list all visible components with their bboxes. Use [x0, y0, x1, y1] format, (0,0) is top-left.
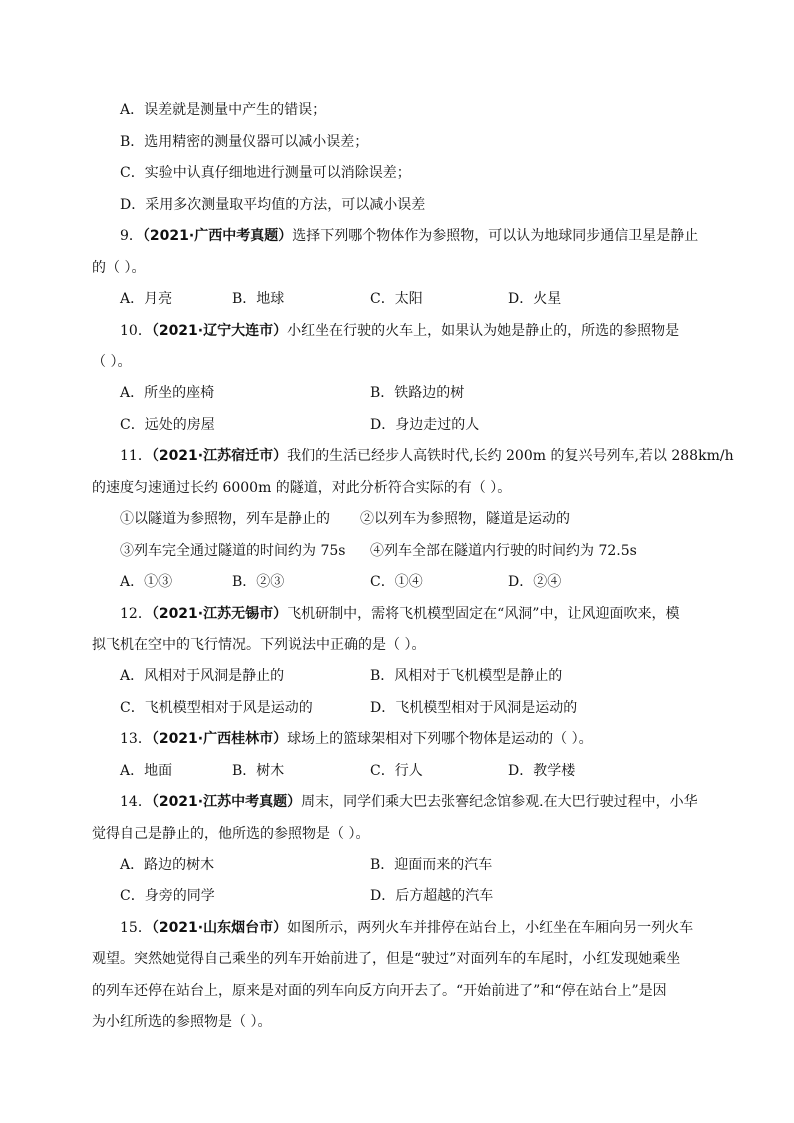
question-11-stem-cont: 的速度匀速通过长约 6000m 的隧道，对此分析符合实际的有（ ）。 — [92, 480, 512, 496]
question-15 — [120, 918, 693, 938]
q14-option-d: D．后方超越的汽车 — [370, 888, 494, 904]
question-14 — [120, 792, 698, 812]
question-source: （2021·辽宁大连市） — [151, 323, 288, 339]
question-source: （2021·广西桂林市） — [151, 731, 288, 747]
q12-option-b: B．风相对于飞机模型是静止的 — [370, 668, 563, 684]
question-10-stem-cont: （ ）。 — [92, 354, 132, 370]
q11-statement-1: ①以隧道为参照物，列车是静止的 — [120, 511, 330, 527]
question-stem: 选择下列哪个物体作为参照物，可以认为地球同步通信卫星是静止 — [292, 228, 699, 244]
question-number: 10． — [120, 323, 152, 339]
question-number: 13． — [120, 731, 152, 747]
q9-option-b: B．地球 — [232, 291, 285, 307]
question-stem: 我们的生活已经步人高铁时代,长约 200m 的复兴号列车,若以 288km/h — [287, 448, 734, 464]
question-stem: 小红坐在行驶的火车上，如果认为她是静止的，所选的参照物是 — [287, 323, 680, 339]
question-stem: 球场上的篮球架相对下列哪个物体是运动的（ ）。 — [287, 731, 593, 747]
question-10 — [120, 321, 679, 341]
question-stem: 如图所示，两列火车并排停在站台上，小红坐在车厢向另一列火车 — [287, 920, 694, 936]
question-number: 12． — [120, 606, 152, 622]
q8-option-d: D．采用多次测量取平均值的方法，可以减小误差 — [120, 197, 426, 213]
question-source: （2021·江苏中考真题） — [151, 794, 302, 810]
q12-option-d: D．飞机模型相对于风洞是运动的 — [370, 700, 578, 716]
question-12-stem-cont: 拟飞机在空中的飞行情况。下列说法中正确的是（ ）。 — [92, 637, 426, 653]
q11-option-b: B．②③ — [232, 574, 285, 590]
q11-option-d: D．②④ — [508, 574, 562, 590]
question-source: （2021·广西中考真题） — [142, 228, 293, 244]
question-stem: 飞机研制中，需将飞机模型固定在“风洞”中，让风迎面吹来，模 — [287, 606, 680, 622]
q9-option-a: A．月亮 — [120, 291, 173, 307]
q13-option-c: C．行人 — [370, 763, 423, 779]
q14-option-c: C．身旁的同学 — [120, 888, 215, 904]
question-source: （2021·江苏无锡市） — [151, 606, 288, 622]
q11-option-a: A．①③ — [120, 574, 173, 590]
q11-statement-2: ②以列车为参照物，隧道是运动的 — [360, 511, 570, 527]
question-9-stem-cont: 的（ ）。 — [92, 260, 146, 276]
q13-option-b: B．树木 — [232, 763, 285, 779]
q14-option-a: A．路边的树木 — [120, 857, 215, 873]
q10-option-b: B．铁路边的树 — [370, 385, 465, 401]
question-number: 15． — [120, 920, 152, 936]
q11-statement-4: ④列车全部在隧道内行驶的时间约为 72.5s — [370, 543, 637, 559]
q11-option-c: C．①④ — [370, 574, 423, 590]
question-11 — [120, 446, 734, 466]
question-number: 14． — [120, 794, 152, 810]
q12-option-a: A．风相对于风洞是静止的 — [120, 668, 285, 684]
question-stem: 周末，同学们乘大巴去张謇纪念馆参观.在大巴行驶过程中，小华 — [301, 794, 698, 810]
q9-option-d: D．火星 — [508, 291, 562, 307]
q8-option-a: A．误差就是测量中产生的错误； — [120, 102, 327, 118]
question-source: （2021·山东烟台市） — [151, 920, 288, 936]
question-14-stem-cont: 觉得自己是静止的，他所选的参照物是（ ）。 — [92, 826, 370, 842]
q8-option-b: B．选用精密的测量仪器可以减小误差； — [120, 134, 369, 150]
question-number: 9． — [120, 228, 143, 244]
question-15-stem-cont-2: 的列车还停在站台上，原来是对面的列车向反方向开去了。“开始前进了”和“停在站台上”是因 — [92, 983, 667, 999]
q13-option-a: A．地面 — [120, 763, 173, 779]
q8-option-c: C．实验中认真仔细地进行测量可以消除误差； — [120, 165, 411, 181]
question-15-stem-cont-1: 观望。突然她觉得自己乘坐的列车开始前进了，但是“驶过”对面列车的车尾时，小红发现她乘坐 — [92, 951, 681, 967]
question-15-stem-cont-3: 为小红所选的参照物是（ ）。 — [92, 1014, 272, 1030]
q10-option-d: D．身边走过的人 — [370, 417, 480, 433]
q10-option-a: A．所坐的座椅 — [120, 385, 215, 401]
question-12 — [120, 604, 679, 624]
question-9 — [120, 226, 698, 246]
q9-option-c: C．太阳 — [370, 291, 423, 307]
question-number: 11． — [120, 448, 152, 464]
question-source: （2021·江苏宿迁市） — [151, 448, 288, 464]
q13-option-d: D．教学楼 — [508, 763, 576, 779]
q12-option-c: C．飞机模型相对于风是运动的 — [120, 700, 313, 716]
question-13 — [120, 729, 593, 749]
q10-option-c: C．远处的房屋 — [120, 417, 215, 433]
q11-statement-3: ③列车完全通过隧道的时间约为 75s — [120, 543, 346, 559]
q14-option-b: B．迎面而来的汽车 — [370, 857, 493, 873]
